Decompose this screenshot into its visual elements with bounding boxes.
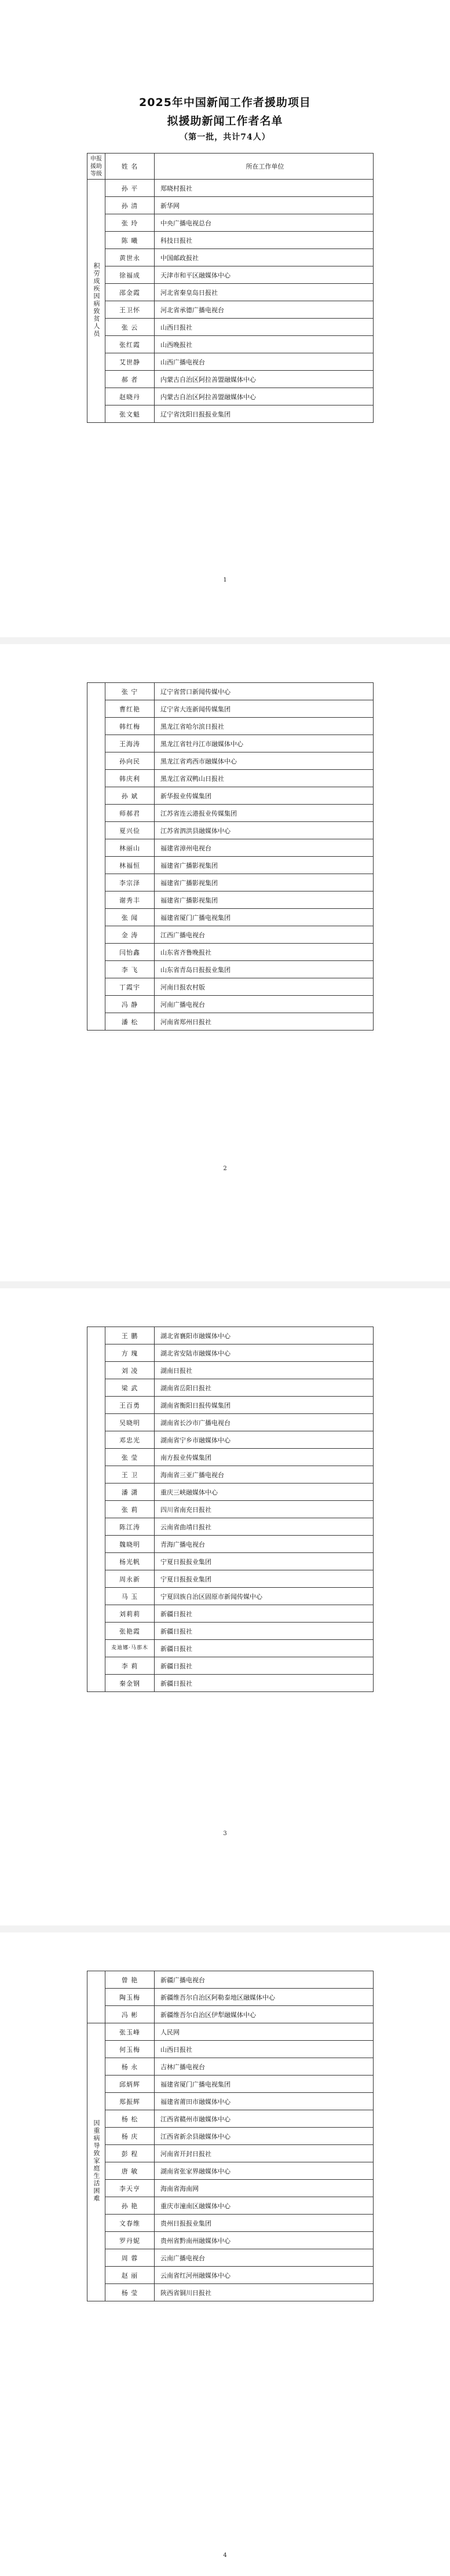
- unit-cell: 贵州日报报业集团: [155, 2215, 374, 2232]
- name-cell: 张玉峰: [105, 2023, 155, 2041]
- roster-table-page-1: [87, 153, 374, 423]
- table-row: [87, 197, 374, 214]
- unit-cell: 宁夏日报报业集团: [155, 1570, 374, 1588]
- table-header-row: [87, 154, 374, 180]
- table-row: [87, 336, 374, 353]
- unit-cell: 河北省承德广播电视台: [155, 301, 374, 319]
- table-row: [87, 839, 374, 857]
- roster-table-page-4: [87, 1971, 374, 2301]
- unit-cell: 新疆日报社: [155, 1640, 374, 1657]
- unit-cell: 江苏省泗洪县融媒体中心: [155, 822, 374, 839]
- unit-cell: 福建省广播影视集团: [155, 857, 374, 874]
- name-cell: 马 玉: [105, 1588, 155, 1605]
- table-row: [87, 926, 374, 944]
- table-row: [87, 1640, 374, 1657]
- name-cell: 唐 敏: [105, 2162, 155, 2180]
- unit-cell: 江西广播电视台: [155, 926, 374, 944]
- unit-cell: 青海广播电视台: [155, 1536, 374, 1553]
- unit-cell: 云南省曲靖日报社: [155, 1518, 374, 1536]
- name-cell: 杨光帆: [105, 1553, 155, 1570]
- table-row: [87, 266, 374, 284]
- table-row: [87, 1518, 374, 1536]
- name-cell: 林丽山: [105, 839, 155, 857]
- name-cell: 曾 艳: [105, 1971, 155, 1989]
- roster-table-page-2: [87, 682, 374, 1031]
- name-cell: 王卫怀: [105, 301, 155, 319]
- unit-cell: 新疆日报社: [155, 1605, 374, 1623]
- unit-cell: 湖南省岳阳日报社: [155, 1379, 374, 1397]
- unit-cell: 湖南省张家界融媒体中心: [155, 2162, 374, 2180]
- table-row: [87, 1989, 374, 2006]
- unit-cell: 山东省齐鲁晚报社: [155, 944, 374, 961]
- table-row: [87, 996, 374, 1013]
- table-row: [87, 961, 374, 978]
- name-cell: 张文魁: [105, 405, 155, 423]
- name-cell: 秦金钢: [105, 1675, 155, 1692]
- unit-cell: 辽宁省大连新闻传媒集团: [155, 700, 374, 718]
- name-cell: 艾世静: [105, 353, 155, 371]
- name-cell: 孙 艳: [105, 2197, 155, 2215]
- unit-cell: 海南省海南网: [155, 2180, 374, 2197]
- page-divider: [0, 1925, 450, 1932]
- table-row: [87, 2128, 374, 2145]
- name-cell: 张 闻: [105, 909, 155, 926]
- name-cell: 陈 曦: [105, 232, 155, 249]
- unit-cell: 湖北省襄阳市融媒体中心: [155, 1327, 374, 1344]
- table-row: [87, 1605, 374, 1623]
- table-row: [87, 1971, 374, 1989]
- table-row: [87, 2145, 374, 2162]
- category-cell: [87, 1327, 105, 1692]
- unit-cell: 内蒙古自治区阿拉善盟融媒体中心: [155, 388, 374, 405]
- name-cell: 金 涛: [105, 926, 155, 944]
- page-divider: [0, 637, 450, 644]
- table-row: [87, 2076, 374, 2093]
- table-row: [87, 1553, 374, 1570]
- table-row: [87, 2110, 374, 2128]
- name-cell: 刘莉莉: [105, 1605, 155, 1623]
- unit-cell: 山西日报社: [155, 319, 374, 336]
- table-row: [87, 1362, 374, 1379]
- name-cell: 杨 松: [105, 2110, 155, 2128]
- table-row: [87, 2215, 374, 2232]
- name-cell: 徐福成: [105, 266, 155, 284]
- name-cell: 潘 潇: [105, 1484, 155, 1501]
- name-cell: 潘 松: [105, 1013, 155, 1031]
- unit-cell: 山西广播电视台: [155, 353, 374, 371]
- table-row: [87, 2093, 374, 2110]
- unit-cell: 山西日报社: [155, 2041, 374, 2058]
- unit-cell: 福建省厦门广播电视集团: [155, 2076, 374, 2093]
- name-cell: 张 莉: [105, 1501, 155, 1518]
- name-cell: 张红霞: [105, 336, 155, 353]
- page-divider: [0, 1281, 450, 1288]
- table-row: [87, 1466, 374, 1484]
- table-row: [87, 978, 374, 996]
- name-cell: 杨 庆: [105, 2128, 155, 2145]
- category-cell: [87, 180, 105, 423]
- name-cell: 张 宁: [105, 683, 155, 700]
- name-cell: 王百勇: [105, 1397, 155, 1414]
- name-cell: 王 鹏: [105, 1327, 155, 1344]
- name-cell: 何玉梅: [105, 2041, 155, 2058]
- name-cell: 李天亨: [105, 2180, 155, 2197]
- name-cell: 彭 程: [105, 2145, 155, 2162]
- document-title-line2: 拟援助新闻工作者名单: [167, 115, 283, 127]
- name-cell: 王 卫: [105, 1466, 155, 1484]
- page-number: 4: [223, 2552, 227, 2559]
- page-number: 3: [223, 1830, 227, 1837]
- document-subtitle: （第一批，共计74人）: [180, 133, 270, 142]
- unit-cell: 内蒙古自治区阿拉善盟融媒体中心: [155, 371, 374, 388]
- name-cell: 赵 丽: [105, 2267, 155, 2284]
- name-cell: 陈江涛: [105, 1518, 155, 1536]
- table-row: [87, 232, 374, 249]
- unit-cell: 四川省南充日报社: [155, 1501, 374, 1518]
- name-cell: 丁霞宇: [105, 978, 155, 996]
- table-row: [87, 405, 374, 423]
- table-row: [87, 249, 374, 266]
- unit-cell: 重庆市潼南区融媒体中心: [155, 2197, 374, 2215]
- unit-cell: 新华网: [155, 197, 374, 214]
- category-label: 因重病导致家庭生活困难: [93, 2120, 100, 2202]
- unit-cell: 河南广播电视台: [155, 996, 374, 1013]
- unit-cell: 吉林广播电视台: [155, 2058, 374, 2076]
- name-cell: 郑振辉: [105, 2093, 155, 2110]
- table-row: [87, 2162, 374, 2180]
- category-cell: [87, 683, 105, 1031]
- unit-cell: 福建省漳州电视台: [155, 839, 374, 857]
- name-cell: 师郝君: [105, 805, 155, 822]
- table-row: [87, 822, 374, 839]
- name-cell: 孙 斌: [105, 787, 155, 805]
- table-row: [87, 1397, 374, 1414]
- unit-cell: 江苏省连云港报业传媒集团: [155, 805, 374, 822]
- unit-cell: 福建省厦门广播电视集团: [155, 909, 374, 926]
- table-row: [87, 2006, 374, 2023]
- table-row: [87, 2197, 374, 2215]
- name-cell: 孙向民: [105, 752, 155, 770]
- name-cell: 冯 静: [105, 996, 155, 1013]
- name-cell: 张 玲: [105, 214, 155, 232]
- table-row: [87, 1588, 374, 1605]
- name-cell: 方 瑰: [105, 1344, 155, 1362]
- table-row: [87, 1327, 374, 1344]
- name-cell: 郝 者: [105, 371, 155, 388]
- name-cell: 韩红梅: [105, 718, 155, 735]
- unit-cell: 陕西省铜川日报社: [155, 2284, 374, 2301]
- table-row: [87, 718, 374, 735]
- name-cell: 罗丹妮: [105, 2232, 155, 2249]
- table-row: [87, 371, 374, 388]
- unit-cell: 湖南省衡阳日报传媒集团: [155, 1397, 374, 1414]
- name-cell: 魏晓明: [105, 1536, 155, 1553]
- name-cell: 陶玉梅: [105, 1989, 155, 2006]
- unit-cell: 贵州省黔南州融媒体中心: [155, 2232, 374, 2249]
- name-cell: 夏兴俭: [105, 822, 155, 839]
- unit-cell: 新疆日报社: [155, 1657, 374, 1675]
- category-cell: [87, 1971, 105, 2023]
- page-number: 2: [223, 1165, 227, 1172]
- unit-cell: 中国邮政报社: [155, 249, 374, 266]
- unit-cell: 新华报业传媒集团: [155, 787, 374, 805]
- table-row: [87, 1484, 374, 1501]
- table-row: [87, 874, 374, 891]
- unit-cell: 云南省红河州融媒体中心: [155, 2267, 374, 2284]
- category-cell: [87, 2023, 105, 2301]
- table-row: [87, 2267, 374, 2284]
- unit-cell: 黑龙江省双鸭山日报社: [155, 770, 374, 787]
- unit-cell: 黑龙江省鸡西市融媒体中心: [155, 752, 374, 770]
- unit-cell: 人民网: [155, 2023, 374, 2041]
- table-row: [87, 1449, 374, 1466]
- name-cell: 林福恒: [105, 857, 155, 874]
- table-row: [87, 891, 374, 909]
- unit-cell: 辽宁省沈阳日报报业集团: [155, 405, 374, 423]
- table-row: [87, 1344, 374, 1362]
- unit-cell: 中央广播电视总台: [155, 214, 374, 232]
- page-2: [0, 644, 450, 1281]
- table-row: [87, 2180, 374, 2197]
- category-label: 积劳成疾因病致贫人员: [93, 262, 100, 338]
- name-cell: 吴晓明: [105, 1414, 155, 1431]
- table-row: [87, 770, 374, 787]
- name-cell: 李宗泽: [105, 874, 155, 891]
- table-row: [87, 2232, 374, 2249]
- name-cell: 周永新: [105, 1570, 155, 1588]
- table-row: [87, 1675, 374, 1692]
- name-cell: 杨 莹: [105, 2284, 155, 2301]
- unit-cell: 新疆维吾尔自治区阿勒泰地区融媒体中心: [155, 1989, 374, 2006]
- table-row: [87, 301, 374, 319]
- name-cell: 王海涛: [105, 735, 155, 752]
- unit-cell: 辽宁省营口新闻传媒中心: [155, 683, 374, 700]
- unit-cell: 福建省莆田市融媒体中心: [155, 2093, 374, 2110]
- header-name: 姓 名: [105, 154, 155, 180]
- table-row: [87, 180, 374, 197]
- table-row: [87, 787, 374, 805]
- unit-cell: 新疆广播电视台: [155, 1971, 374, 1989]
- table-row: [87, 857, 374, 874]
- roster-table-page-3: [87, 1327, 374, 1692]
- name-cell: 曹红艳: [105, 700, 155, 718]
- name-cell: 杨 永: [105, 2058, 155, 2076]
- table-row: [87, 909, 374, 926]
- page-1: [0, 0, 450, 637]
- unit-cell: 山东省青岛日报报业集团: [155, 961, 374, 978]
- name-cell: 周 蓉: [105, 2249, 155, 2267]
- table-row: [87, 1536, 374, 1553]
- unit-cell: 重庆三峡融媒体中心: [155, 1484, 374, 1501]
- unit-cell: 福建省广播影视集团: [155, 874, 374, 891]
- name-cell: 张 云: [105, 319, 155, 336]
- document-title-line1: 2025年中国新闻工作者援助项目: [139, 96, 311, 109]
- name-cell: 赵晓丹: [105, 388, 155, 405]
- unit-cell: 河南省郑州日报社: [155, 1013, 374, 1031]
- unit-cell: 湖南省长沙市广播电视台: [155, 1414, 374, 1431]
- name-cell: 冯 彬: [105, 2006, 155, 2023]
- table-row: [87, 353, 374, 371]
- unit-cell: 黑龙江省牡丹江市融媒体中心: [155, 735, 374, 752]
- table-row: [87, 735, 374, 752]
- table-row: [87, 1501, 374, 1518]
- page-4: [0, 1932, 450, 2570]
- table-row: [87, 388, 374, 405]
- unit-cell: 黑龙江省哈尔滨日报社: [155, 718, 374, 735]
- name-cell: 邵金霞: [105, 284, 155, 301]
- header-unit: 所在工作单位: [155, 154, 374, 180]
- table-row: [87, 2249, 374, 2267]
- unit-cell: 江西省新余县融媒体中心: [155, 2128, 374, 2145]
- table-row: [87, 1379, 374, 1397]
- table-row: [87, 683, 374, 700]
- table-row: [87, 1623, 374, 1640]
- name-cell: 文春维: [105, 2215, 155, 2232]
- unit-cell: 南方报业传媒集团: [155, 1449, 374, 1466]
- name-cell: 邱炳辉: [105, 2076, 155, 2093]
- unit-cell: 湖南日报社: [155, 1362, 374, 1379]
- name-cell: 李 莉: [105, 1657, 155, 1675]
- table-row: [87, 944, 374, 961]
- table-row: [87, 319, 374, 336]
- name-cell: 孙 平: [105, 180, 155, 197]
- table-row: [87, 2058, 374, 2076]
- unit-cell: 福建省广播影视集团: [155, 891, 374, 909]
- name-cell: 刘 凌: [105, 1362, 155, 1379]
- table-row: [87, 700, 374, 718]
- unit-cell: 河南省开封日报社: [155, 2145, 374, 2162]
- name-cell: 韩庆利: [105, 770, 155, 787]
- name-cell: 闫怡鑫: [105, 944, 155, 961]
- name-cell: 张艳霞: [105, 1623, 155, 1640]
- name-cell: 麦迪娜·马那木: [105, 1640, 155, 1657]
- unit-cell: 宁夏日报报业集团: [155, 1553, 374, 1570]
- unit-cell: 河南日报农村版: [155, 978, 374, 996]
- page-number: 1: [223, 577, 227, 583]
- unit-cell: 云南广播电视台: [155, 2249, 374, 2267]
- table-row: [87, 805, 374, 822]
- table-row: [87, 214, 374, 232]
- table-row: [87, 752, 374, 770]
- table-row: [87, 1013, 374, 1031]
- unit-cell: 河北省秦皇岛日报社: [155, 284, 374, 301]
- unit-cell: 海南省三亚广播电视台: [155, 1466, 374, 1484]
- name-cell: 黄世永: [105, 249, 155, 266]
- table-row: [87, 2284, 374, 2301]
- unit-cell: 新疆日报社: [155, 1623, 374, 1640]
- table-row: [87, 1570, 374, 1588]
- name-cell: 李 飞: [105, 961, 155, 978]
- unit-cell: 山西晚报社: [155, 336, 374, 353]
- name-cell: 邓忠光: [105, 1431, 155, 1449]
- unit-cell: 湖南省宁乡市融媒体中心: [155, 1431, 374, 1449]
- table-row: [87, 284, 374, 301]
- unit-cell: 新疆维吾尔自治区伊犁融媒体中心: [155, 2006, 374, 2023]
- page-3: [0, 1288, 450, 1925]
- unit-cell: 天津市和平区融媒体中心: [155, 266, 374, 284]
- name-cell: 孙 清: [105, 197, 155, 214]
- table-row: [87, 2041, 374, 2058]
- name-cell: 张 莹: [105, 1449, 155, 1466]
- table-row: [87, 1414, 374, 1431]
- table-row: [87, 2023, 374, 2041]
- table-row: [87, 1657, 374, 1675]
- unit-cell: 湖北省安陆市融媒体中心: [155, 1344, 374, 1362]
- unit-cell: 郑晓村报社: [155, 180, 374, 197]
- unit-cell: 科技日报社: [155, 232, 374, 249]
- name-cell: 梁 武: [105, 1379, 155, 1397]
- unit-cell: 新疆日报社: [155, 1675, 374, 1692]
- header-category: 申报援助等级: [87, 154, 105, 180]
- name-cell: 谢秀丰: [105, 891, 155, 909]
- unit-cell: 宁夏回族自治区固原市新闻传媒中心: [155, 1588, 374, 1605]
- table-row: [87, 1431, 374, 1449]
- unit-cell: 江西省赣州市融媒体中心: [155, 2110, 374, 2128]
